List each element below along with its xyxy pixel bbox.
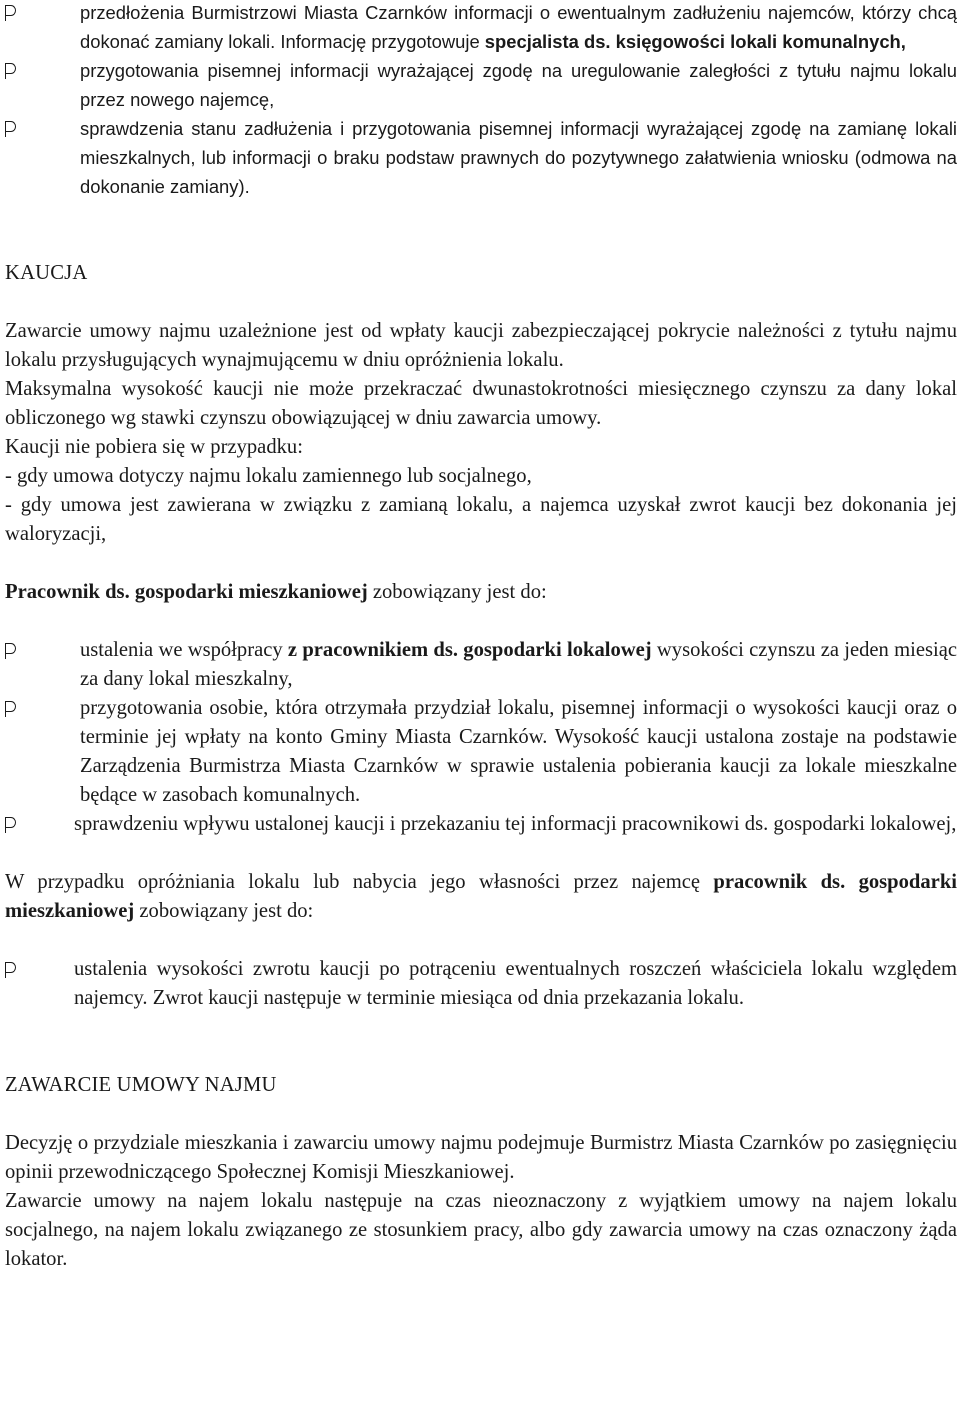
paragraph: Decyzję o przydziale mieszkania i zawarciu umowy najmu podejmuje Burmistrz Miasta Czarnków po zasięgnięciu opinii przewodniczącego Społecznej Komisji Mieszkaniowej.	[5, 1132, 957, 1183]
paragraph: - gdy umowa jest zawierana w związku z zamianą lokalu, a najemca uzyskał zwrot kaucji bez dokonania jej waloryzacji,	[5, 494, 957, 545]
paragraph: Kaucji nie pobiera się w przypadku:	[5, 436, 303, 458]
bullet-icon	[5, 962, 16, 978]
bullet-icon	[5, 63, 16, 79]
bullet-icon	[5, 817, 16, 833]
bullet-list-zamiana	[5, 0, 957, 201]
paragraph: W przypadku opróżniania lokalu lub nabycia jego własności przez najemcę pracownik ds. gospodarki mieszkaniowej zobowiązany jest do:	[5, 871, 957, 922]
list-item: ustalenia we współpracy z pracownikiem ds. gospodarki lokalowej wysokości czynszu za jeden miesiąc za dany lokal mieszkalny,	[5, 636, 957, 694]
list-item: sprawdzenia stanu zadłużenia i przygotowania pisemnej informacji wyrażającej zgodę na zamianę lokali mieszkalnych, lub informacji o braku podstaw prawnych do pozytywnego załatwienia wniosku (odmowa na dokonanie zamiany).	[5, 114, 957, 201]
paragraph: Maksymalna wysokość kaucji nie może przekraczać dwunastokrotności miesięcznego czynszu za dany lokal obliczonego wg stawki czynszu obowiązującej w dniu zawarcia umowy.	[5, 378, 957, 429]
paragraph: Zawarcie umowy na najem lokalu następuje na czas nieoznaczony z wyjątkiem umowy na najem lokalu socjalnego, na najem lokalu związanego ze stosunkiem pracy, albo gdy zawarcia umowy na czas oznaczony żąda lokator.	[5, 1190, 957, 1270]
bullet-icon	[5, 643, 16, 659]
bullet-list-kaucja	[5, 636, 957, 839]
paragraph: - gdy umowa dotyczy najmu lokalu zamiennego lub socjalnego,	[5, 465, 532, 487]
list-item: ustalenia wysokości zwrotu kaucji po potrąceniu ewentualnych roszczeń właściciela lokalu względem najemcy. Zwrot kaucji następuje w terminie miesiąca od dnia przekazania lokalu.	[5, 955, 957, 1013]
bullet-icon	[5, 701, 16, 717]
list-item: przygotowania osobie, która otrzymała przydział lokalu, pisemnej informacji o wysokości kaucji oraz o terminie jej wpłaty na konto Gminy Miasta Czarnków. Wysokość kaucji ustalona zostaje na podstawie Zarządzenia Burmistrza Miasta Czarnków w sprawie ustalenia pobierania kaucji za lokale mieszkalne będące w zasobach komunalnych.	[5, 694, 957, 810]
bullet-icon	[5, 5, 16, 21]
list-item: sprawdzeniu wpływu ustalonej kaucji i przekazaniu tej informacji pracownikowi ds. gospodarki lokalowej,	[5, 810, 957, 839]
paragraph: Zawarcie umowy najmu uzależnione jest od wpłaty kaucji zabezpieczającej pokrycie należności z tytułu najmu lokalu przysługujących wynajmującemu w dniu opróżnienia lokalu.	[5, 320, 957, 371]
duty-intro: Pracownik ds. gospodarki mieszkaniowej zobowiązany jest do:	[5, 581, 547, 603]
section-heading-zawarcie-umowy: ZAWARCIE UMOWY NAJMU	[5, 1074, 277, 1096]
bullet-list-zwrot	[5, 955, 957, 1013]
list-item: przedłożenia Burmistrzowi Miasta Czarnków informacji o ewentualnym zadłużeniu najemców, którzy chcą dokonać zamiany lokali. Informację przygotowuje specjalista ds. księgowości lokali komunalnych,	[5, 0, 957, 56]
section-heading-kaucja: KAUCJA	[5, 262, 88, 284]
list-item: przygotowania pisemnej informacji wyrażającej zgodę na uregulowanie zaległości z tytułu najmu lokalu przez nowego najemcę,	[5, 56, 957, 114]
bullet-icon	[5, 121, 16, 137]
